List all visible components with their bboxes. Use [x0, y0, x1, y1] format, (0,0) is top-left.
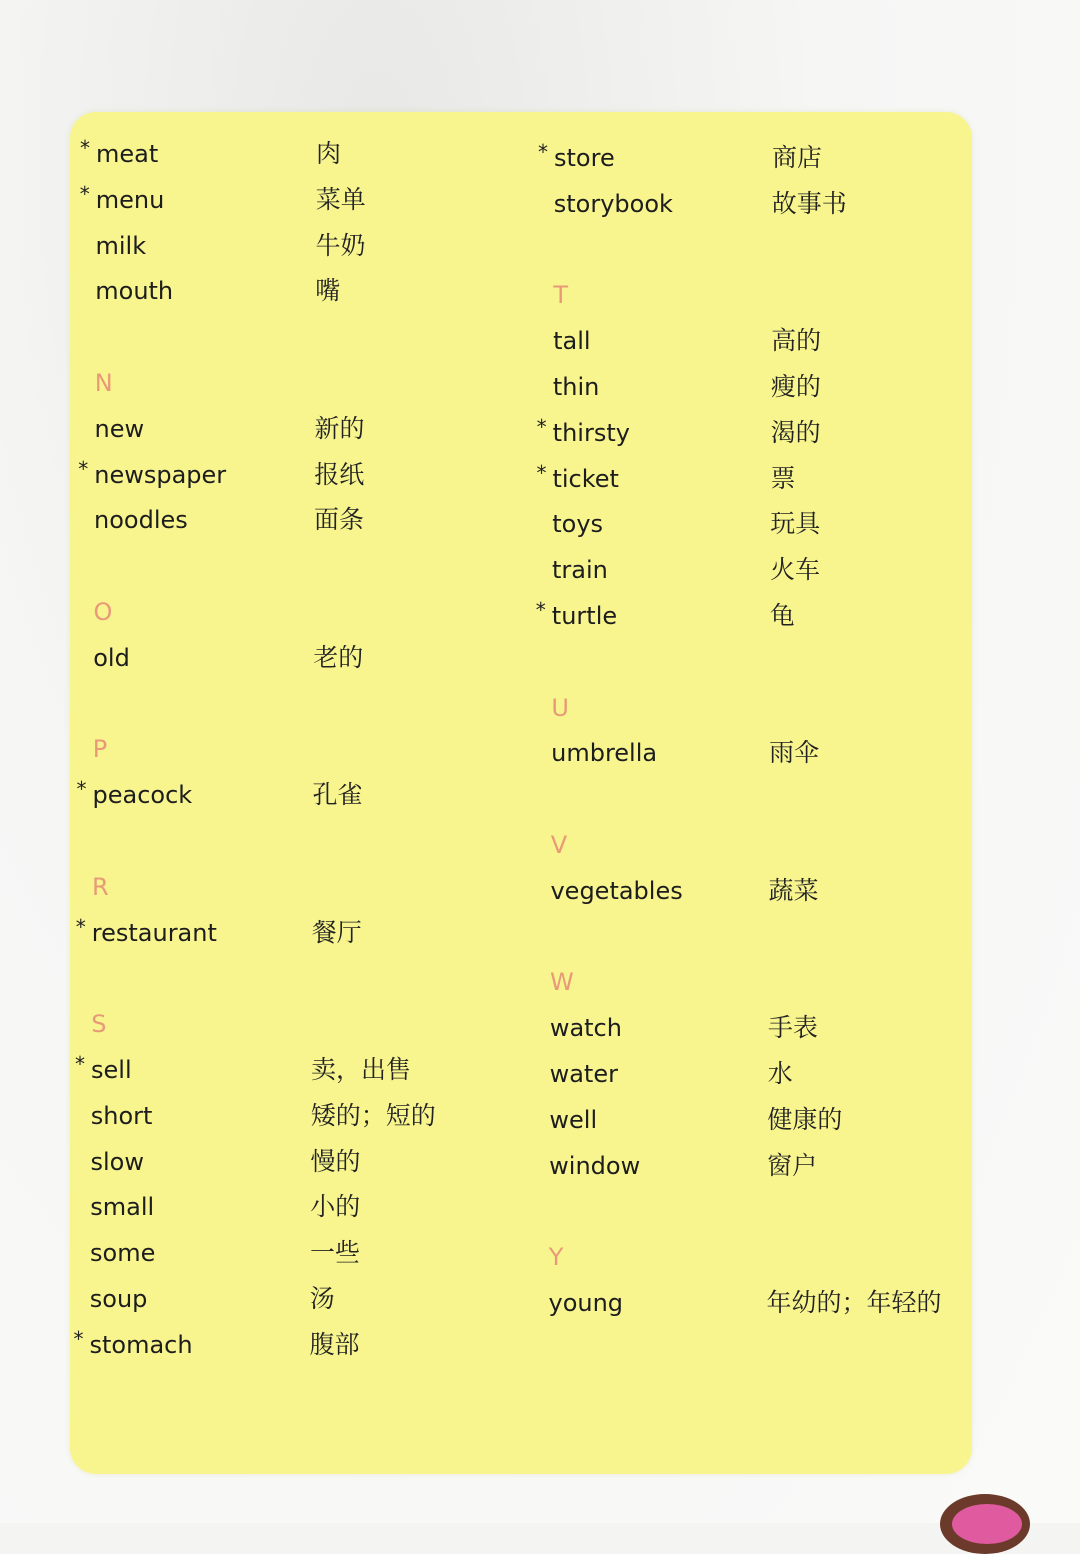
english-word: soup: [89, 1285, 148, 1313]
vocabulary-entry: [538, 138, 994, 178]
english-word: window: [549, 1151, 641, 1180]
english-word: peacock: [92, 781, 193, 810]
english-word: old: [93, 643, 130, 672]
vocabulary-entry: [551, 733, 991, 773]
vocabulary-entry: [95, 271, 535, 311]
chinese-meaning: 肉: [316, 139, 342, 168]
vocabulary-entry: [75, 913, 532, 953]
english-word: short: [90, 1101, 153, 1130]
vocabulary-entry: [536, 459, 992, 499]
english-word: water: [549, 1060, 618, 1088]
letter-heading: U: [551, 693, 569, 722]
page-number-badge-inner: [952, 1504, 1022, 1544]
chinese-meaning: 汤: [309, 1284, 335, 1313]
vocabulary-entry: [76, 775, 533, 815]
chinese-meaning: 火车: [770, 555, 821, 585]
english-word: thin: [552, 373, 600, 401]
chinese-meaning: 报纸: [314, 459, 365, 489]
english-word: meat: [96, 140, 159, 168]
key-word-star-marker: *: [79, 181, 90, 206]
chinese-meaning: 瘦的: [770, 372, 821, 401]
letter-heading: N: [94, 369, 113, 397]
chinese-meaning: 蔬菜: [768, 875, 819, 905]
vocabulary-entry: [90, 1187, 530, 1227]
english-word: mouth: [95, 277, 174, 306]
vocabulary-entry: [93, 638, 533, 678]
chinese-meaning: 慢的: [310, 1146, 361, 1176]
letter-heading: V: [550, 831, 568, 859]
chinese-meaning: 龟: [769, 601, 795, 630]
vocabulary-entry: [73, 1325, 530, 1365]
chinese-meaning: 牛奶: [315, 230, 366, 260]
vocabulary-entry: [95, 409, 535, 449]
vocabulary-card: [70, 112, 972, 1474]
chinese-meaning: 窗户: [767, 1150, 818, 1180]
vocabulary-entry: [94, 500, 534, 540]
vocabulary-entry: [536, 413, 993, 453]
chinese-meaning: 商店: [772, 143, 823, 172]
chinese-meaning: 健康的: [767, 1104, 843, 1134]
key-word-star-marker: *: [536, 414, 547, 439]
key-word-star-marker: *: [78, 456, 89, 481]
vocabulary-entry: [553, 321, 993, 361]
english-word: storybook: [553, 189, 673, 218]
english-word: sell: [91, 1056, 132, 1084]
vocabulary-entry: [552, 504, 992, 544]
vocabulary-entry: [535, 596, 992, 636]
vocabulary-entry: [550, 1054, 990, 1094]
key-word-star-marker: *: [76, 777, 87, 802]
english-word: young: [548, 1289, 624, 1317]
key-word-star-marker: *: [538, 140, 548, 164]
vocabulary-entry: [552, 550, 992, 590]
key-word-star-marker: *: [535, 598, 546, 622]
english-word: new: [94, 414, 145, 443]
letter-heading: T: [553, 281, 568, 310]
vocabulary-entry: [90, 1233, 530, 1273]
vocabulary-entry: [550, 1008, 990, 1048]
english-word: newspaper: [94, 460, 227, 489]
chinese-meaning: 雨伞: [769, 738, 820, 768]
chinese-meaning: 一些: [310, 1238, 361, 1268]
vocabulary-entry: [549, 1146, 989, 1186]
english-word: small: [90, 1193, 155, 1222]
letter-heading: P: [92, 735, 108, 764]
english-word: train: [552, 556, 608, 585]
english-word: thirsty: [552, 418, 630, 447]
english-word: umbrella: [551, 739, 658, 768]
english-word: watch: [549, 1014, 622, 1043]
key-word-star-marker: *: [80, 136, 90, 160]
chinese-meaning: 老的: [313, 642, 364, 672]
english-word: vegetables: [550, 876, 683, 905]
english-word: toys: [552, 510, 604, 539]
letter-heading: W: [550, 968, 574, 997]
english-word: well: [549, 1105, 598, 1134]
letter-heading: S: [91, 1010, 107, 1039]
vocabulary-entry: [78, 455, 534, 495]
chinese-meaning: 菜单: [315, 184, 366, 214]
chinese-meaning: 新的: [314, 413, 365, 443]
english-word: turtle: [551, 602, 618, 630]
vocabulary-entry: [90, 1279, 530, 1319]
chinese-meaning: 水: [767, 1059, 793, 1088]
letter-heading: O: [93, 598, 113, 626]
chinese-meaning: 孔雀: [312, 780, 363, 810]
chinese-meaning: 腹部: [309, 1329, 360, 1359]
english-word: ticket: [552, 464, 619, 493]
key-word-star-marker: *: [73, 1326, 84, 1351]
english-word: milk: [95, 231, 147, 260]
english-word: tall: [553, 327, 591, 356]
chinese-meaning: 票: [770, 463, 796, 493]
key-word-star-marker: *: [536, 460, 547, 485]
english-word: noodles: [94, 506, 188, 535]
chinese-meaning: 面条: [314, 505, 365, 535]
chinese-meaning: 卖，出售: [311, 1055, 412, 1084]
english-word: restaurant: [91, 918, 217, 947]
english-word: stomach: [89, 1330, 193, 1359]
key-word-star-marker: *: [75, 914, 86, 939]
chinese-meaning: 渴的: [770, 417, 821, 447]
chinese-meaning: 小的: [310, 1192, 361, 1222]
letter-heading: Y: [548, 1243, 564, 1272]
vocabulary-entry: [553, 367, 993, 407]
vocabulary-entry: [550, 871, 990, 911]
chinese-meaning: 年幼的；年轻的: [766, 1288, 942, 1317]
chinese-meaning: 矮的；短的: [310, 1100, 436, 1130]
vocabulary-entry: [549, 1100, 989, 1140]
chinese-meaning: 高的: [771, 326, 822, 356]
vocabulary-entry: [79, 180, 536, 220]
letter-heading: R: [92, 872, 109, 901]
chinese-meaning: 嘴: [315, 276, 341, 306]
vocabulary-entry: [91, 1096, 531, 1136]
chinese-meaning: 故事书: [771, 188, 847, 218]
english-word: store: [554, 144, 615, 172]
chinese-meaning: 玩具: [770, 509, 821, 539]
vocabulary-entry: [91, 1142, 531, 1182]
vocabulary-entry: [549, 1283, 989, 1323]
chinese-meaning: 餐厅: [311, 917, 362, 947]
vocabulary-entry: [75, 1050, 531, 1090]
vocabulary-entry: [554, 184, 994, 224]
chinese-meaning: 手表: [767, 1013, 818, 1043]
english-word: slow: [90, 1147, 144, 1176]
english-word: menu: [95, 185, 165, 214]
vocabulary-entry: [80, 134, 536, 174]
key-word-star-marker: *: [75, 1052, 85, 1076]
english-word: some: [90, 1239, 156, 1268]
vocabulary-entry: [96, 226, 536, 266]
